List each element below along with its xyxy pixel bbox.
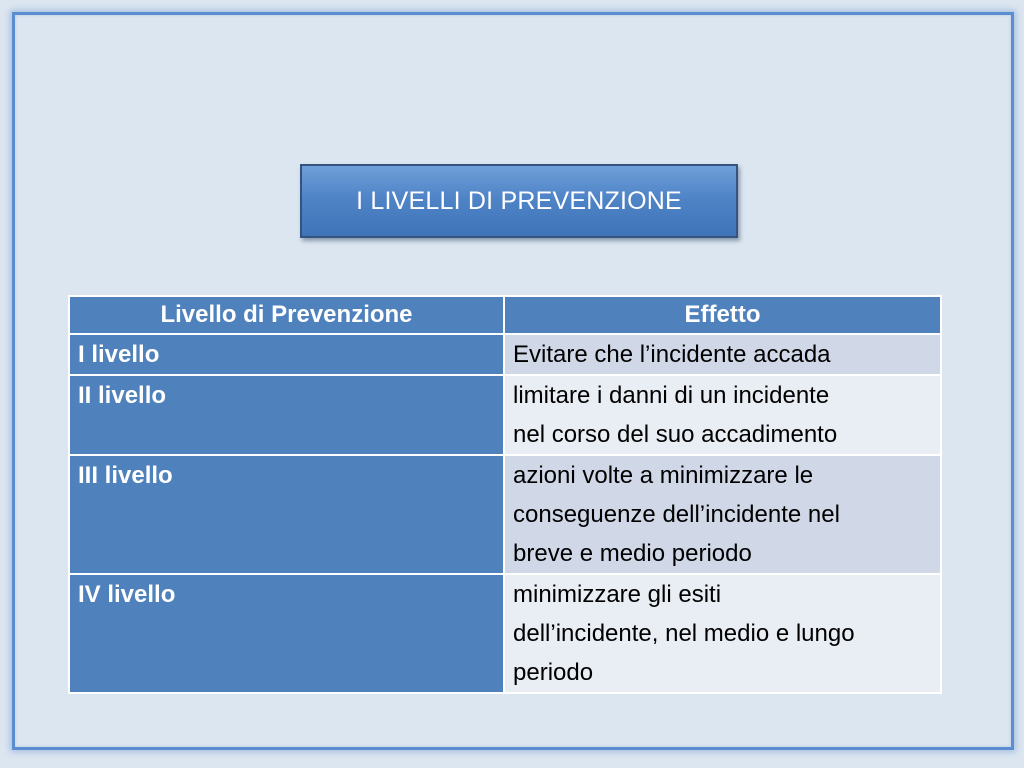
header-effect: Effetto [504, 296, 941, 334]
title-box [300, 164, 738, 238]
level-cell: IV livello [69, 574, 504, 693]
effect-cell [504, 574, 941, 693]
table-row [69, 334, 941, 375]
level-cell: III livello [69, 455, 504, 574]
table-row [69, 455, 941, 574]
header-level: Livello di Prevenzione [69, 296, 504, 334]
effect-line: conseguenze dell’incidente nel [513, 501, 840, 528]
effect-line: dell’incidente, nel medio e lungo [513, 620, 855, 647]
table-row [69, 574, 941, 693]
effect-cell [504, 455, 941, 574]
effect-cell [504, 375, 941, 455]
effect-line: periodo [513, 659, 594, 686]
level-cell: II livello [69, 375, 504, 455]
level-cell: I livello [69, 334, 504, 375]
effect-line: limitare i danni di un incidente [513, 382, 830, 409]
effect-line: nel corso del suo accadimento [513, 421, 838, 448]
effect-line: Evitare che l’incidente accada [513, 341, 831, 368]
prevention-table [68, 295, 942, 694]
effect-line: breve e medio periodo [513, 540, 752, 567]
effect-line: azioni volte a minimizzare le [513, 462, 814, 489]
table-header-row [69, 296, 941, 334]
table-row [69, 375, 941, 455]
effect-line: minimizzare gli esiti [513, 581, 722, 608]
page-title: I LIVELLI DI PREVENZIONE [356, 186, 682, 215]
effect-cell [504, 334, 941, 375]
